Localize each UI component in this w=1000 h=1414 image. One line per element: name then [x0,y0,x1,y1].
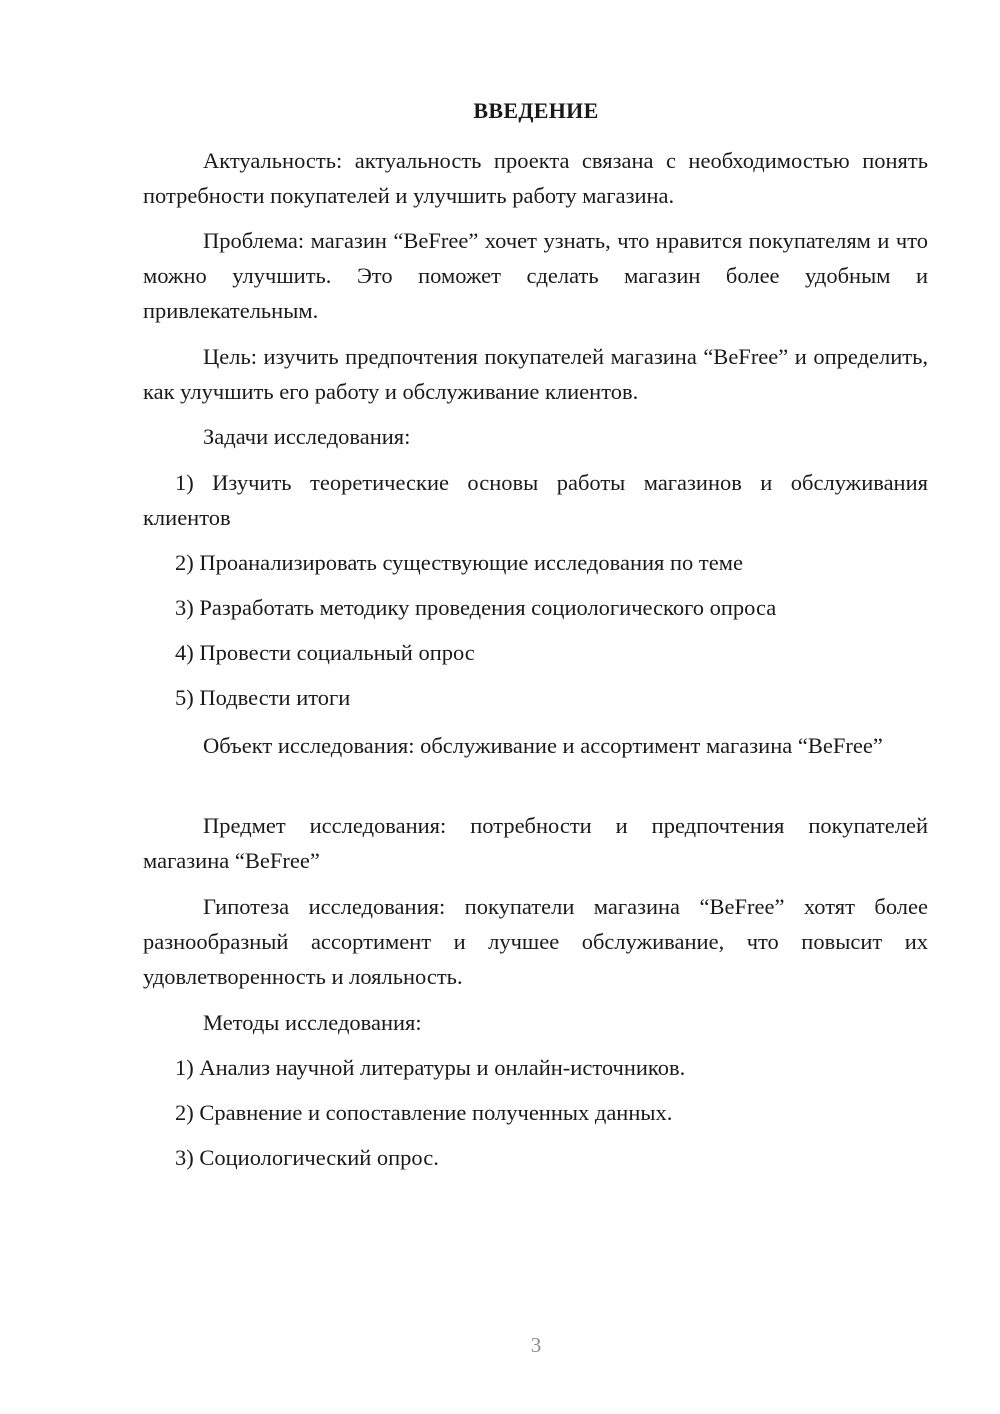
method-item: 3) Социологический опрос. [175,1145,439,1170]
method-item: 2) Сравнение и сопоставление полученных данных. [175,1100,673,1125]
hypothesis-paragraph: Гипотеза исследования: покупатели магазина “BeFree” хотят более разнообразный ассортимент и лучшее обслуживание, что повысит их удовлетворенность и лояльность. [143,894,928,989]
task-item: 5) Подвести итоги [175,685,351,710]
relevance-paragraph: Актуальность: актуальность проекта связана с необходимостью понять потребности покупателей и улучшить работу магазина. [143,148,928,208]
method-item: 1) Анализ научной литературы и онлайн-источников. [175,1055,686,1080]
goal-paragraph: Цель: изучить предпочтения покупателей магазина “BeFree” и определить, как улучшить его работу и обслуживание клиентов. [143,344,928,404]
tasks-label: Задачи исследования: [203,424,411,449]
object-paragraph: Объект исследования: обслуживание и ассортимент магазина “BeFree” [203,733,883,758]
subject-paragraph: Предмет исследования: потребности и предпочтения покупателей магазина “BeFree” [143,813,928,873]
page-title: ВВЕДЕНИЕ [473,98,599,123]
task-item: 2) Проанализировать существующие исследования по теме [175,550,743,575]
methods-label: Методы исследования: [203,1010,422,1035]
task-item: 3) Разработать методику проведения социологического опроса [175,595,777,620]
page-number: 3 [530,1333,542,1357]
problem-paragraph: Проблема: магазин “BeFree” хочет узнать, что нравится покупателям и что можно улучшить. Это поможет сделать магазин более удобным и привлекательным. [143,228,928,323]
task-item: 4) Провести социальный опрос [175,640,475,665]
task-item: 1) Изучить теоретические основы работы магазинов и обслуживания клиентов [143,470,928,530]
